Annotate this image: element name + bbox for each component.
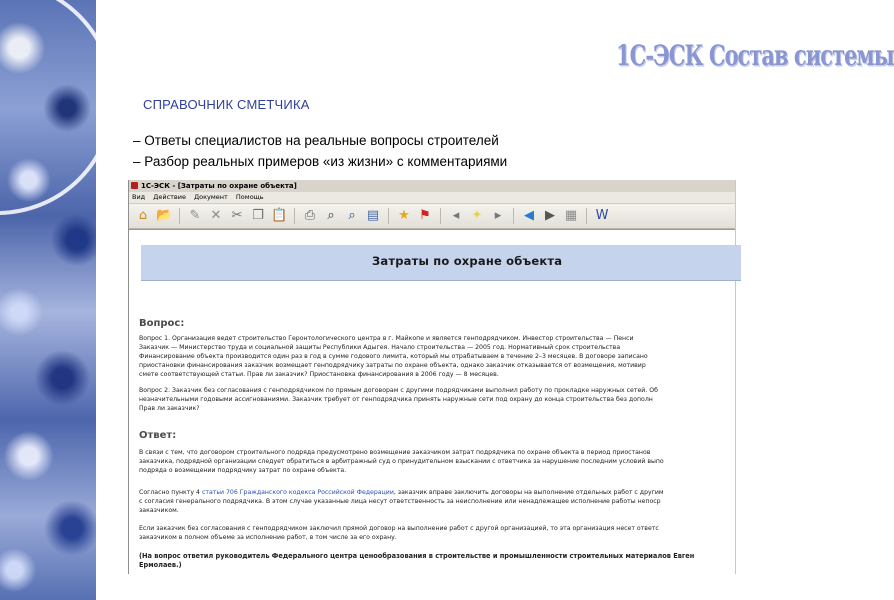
- toolbar-separator: [388, 208, 389, 224]
- copy-icon[interactable]: ❐: [252, 208, 264, 223]
- text-line: [139, 488, 739, 497]
- document-icon[interactable]: ▦: [564, 208, 578, 223]
- forward-arrow-icon[interactable]: ▶: [545, 208, 555, 223]
- app-window-screenshot: [128, 180, 736, 574]
- text-fragment: , заказчик вправе заключить договоры на выполнение отдельных работ с другим: [393, 489, 664, 496]
- question-2-text: [139, 386, 739, 413]
- preview-icon[interactable]: ▤: [366, 208, 380, 223]
- answer-2-text: [139, 488, 739, 515]
- text-fragment: Согласно пункту 4: [139, 489, 202, 496]
- answer-1-text: [139, 448, 739, 475]
- text-line: Заказчик — Министерство труда и социальной защиты Республики Адыгея. Начало строительства — 2005 год. Нормативный срок строительства: [139, 344, 621, 351]
- toolbar-separator: [179, 208, 180, 224]
- menu-bar: [129, 192, 735, 204]
- bookmark-flag-icon[interactable]: ⚑: [419, 208, 431, 223]
- open-folder-icon[interactable]: 📂: [156, 208, 173, 223]
- text-line: (На вопрос ответил руководитель Федерального центра ценообразования в строительстве и промышленности строительных материалов Евген: [139, 552, 695, 560]
- document-view: [129, 229, 735, 574]
- document-header-banner: [141, 245, 741, 281]
- back-arrow-icon[interactable]: ◀: [524, 208, 534, 223]
- app-logo-icon: [131, 182, 138, 189]
- find-icon[interactable]: ⌕: [327, 208, 335, 223]
- menu-item-help[interactable]: Помощь: [235, 193, 264, 201]
- toolbar-separator: [586, 208, 587, 224]
- toolbar-separator: [513, 208, 514, 224]
- answer-3-text: [139, 524, 739, 542]
- text-line: Если заказчик без согласования с генподрядчиком заключил прямой договор на выполнение работ с другой организацией, то эта организация несет ответс: [139, 525, 659, 532]
- edit-folder-icon[interactable]: ✎: [189, 208, 201, 223]
- document-title: Затраты по охране объекта: [372, 254, 563, 268]
- text-line: Финансирование объекта производится один раз в год в сумме годового лимита, который мы отрабатываем в течение 2–3 месяцев. В договоре записано: [139, 353, 648, 360]
- text-line: Вопрос 1. Организация ведет строительство Геронтологического центра в г. Майкопе и является генподрядчиком. Инвестор строительства — Пенси: [139, 335, 634, 342]
- text-line: Вопрос 2. Заказчик без согласования с генподрядчиком по прямым договорам с другими подрядчиками выполнил работу по прокладке наружных сетей. Об: [139, 387, 658, 394]
- nav-right-icon[interactable]: ▸: [494, 208, 502, 223]
- bulb-icon[interactable]: ✦: [471, 208, 483, 223]
- window-title: 1С-ЭСК - [Затраты по охране объекта]: [141, 182, 297, 190]
- delete-icon[interactable]: ✕: [210, 208, 222, 223]
- text-line: заказчиком в полном объеме за исполнение работ, в том числе за его охрану.: [139, 534, 397, 541]
- bullet-item: – Ответы специалистов на реальные вопросы строителей: [133, 133, 499, 148]
- window-title-bar[interactable]: [129, 180, 735, 192]
- question-1-text: [139, 334, 739, 379]
- text-line: Ермолаев.): [139, 561, 182, 569]
- text-line: смете соответствующей статьи. Прав ли заказчик? Приостановка финансирования в 2006 году — 8 месяцев.: [139, 371, 499, 378]
- toolbar: [129, 204, 735, 229]
- text-line: незначительными годовыми ассигнованиями. Заказчик требует от генподрядчика принять наружные сети под охрану до конца строительства без дополн: [139, 396, 653, 403]
- text-line: подряда о возмещении подрядчику затрат по охране объекта.: [139, 467, 347, 474]
- toolbar-separator: [294, 208, 295, 224]
- home-icon[interactable]: ⌂: [138, 208, 148, 223]
- civil-code-link[interactable]: статьи 706 Гражданского кодекса Российской Федерации: [201, 489, 394, 496]
- section-heading: СПРАВОЧНИК СМЕТЧИКА: [143, 97, 310, 112]
- menu-item-action[interactable]: Действие: [153, 193, 186, 201]
- menu-item-view[interactable]: Вид: [132, 193, 146, 201]
- toolbar-separator: [440, 208, 441, 224]
- bullet-item: – Разбор реальных примеров «из жизни» с комментариями: [133, 154, 508, 169]
- decorative-arc: [0, 0, 115, 215]
- text-line: В связи с тем, что договором строительного подряда предусмотрено возмещение заказчиком затрат подрядчика по охране объекта в период приостанов: [139, 449, 651, 456]
- nav-left-icon[interactable]: ◂: [452, 208, 460, 223]
- menu-item-document[interactable]: Документ: [194, 193, 228, 201]
- text-line: приостановки финансирования заказчик возмещает генподрядчику затраты по охране объекта, однако заказчик отказывается от возмещения, мотивир: [139, 362, 646, 369]
- favorite-star-icon[interactable]: ★: [398, 208, 410, 223]
- text-line: заказчика, подрядной организации следует обратиться в арбитражный суд о принудительном взыскании с ответчика за нарушение последним условий выпо: [139, 458, 664, 465]
- text-line: заказчиком.: [139, 507, 179, 514]
- cut-icon[interactable]: ✂: [231, 208, 243, 223]
- text-line: Прав ли заказчик?: [139, 405, 200, 412]
- text-line: с согласия генерального подрядчика. В этом случае указанные лица несут ответственность за неисполнение или ненадлежащее исполнение работы непоср: [139, 498, 661, 505]
- answer-heading: Ответ:: [139, 430, 177, 441]
- word-export-icon[interactable]: W: [595, 208, 609, 223]
- question-heading: Вопрос:: [139, 318, 185, 329]
- print-icon[interactable]: ⎙: [304, 208, 316, 223]
- answer-signature: [139, 552, 739, 570]
- slide-title: 1С-ЭСК Состав системы: [616, 38, 894, 72]
- find-next-icon[interactable]: ⌕: [348, 208, 356, 223]
- paste-icon[interactable]: 📋: [271, 208, 288, 223]
